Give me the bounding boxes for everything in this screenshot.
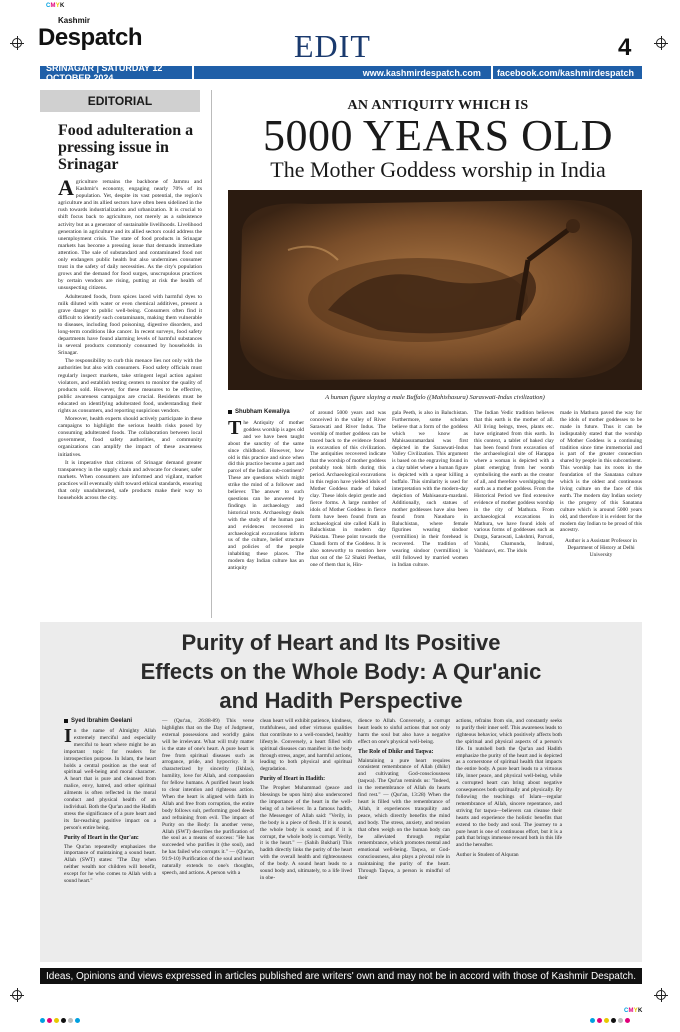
photo-caption: A human figure slaying a male Buffalo ((Mahishasura) Saraswati-Indus civilization): [325, 394, 545, 401]
header-info-bar: [40, 62, 642, 83]
masthead-kashmir: Kashmir: [58, 16, 91, 25]
bottom-col-4: dience to Allah. Conversely, a corrupt heart leads to sinful actions that not only harm the soul but also have a negative effect on one's physical well-being. The Role of Dhikr and Taqwa: Maintaining a pure heart requires consistent remembrance of Allah (dhikr) and cultivating God-consciousness (taqwa). The Qur'an reminds us: "Indeed, in the remembrance of Allah do hearts find rest." — (Qur'an, 13:28) When the heart is filled with the remembrance of Allah, it experiences tranquility and peace, which directly benefits the mind and body. The stress, anxiety, and tension that often weigh on the human body can be alleviated through regular remembrance, which promotes mental and emotional well-being. Taqwa, or God-consciousness, also plays a pivotal role in maintaining the purity of the heart. Through Taqwa, a person is mindful of their: [358, 718, 450, 881]
feature-col-5: made in Mathura paved the way for the idols of mother goddesses to be made in future. Thus it can be indisputably stated that the worship of Mother Goddess is a continuing tradition since time immemorial and is part of the greater connection shared by people in this subcontinent. This worship has its roots in the foundation of the Sanatana culture which is the oldest and continuous living culture on the face of this earth. The modern day Indian society is the progeny of this Sanatana culture which is around 5000 years old, and therefore it is evident for the modern day Indian to be proud of this ancestry. Author is a Assistant Professor in Department of History at Delhi University: [560, 410, 642, 559]
editorial-body: Agriculture remains the backbone of Jammu and Kashmir's economy, engaging nearly 70% of its population. Yet, despite its vast potential, the region's agriculture and its allied sectors have often been sidelined in the rush towards industrialization and urbanization. It is crucial to shift focus back to agriculture, not merely as a subsistence activity but as a generator of sustainable livelihoods. Livelihood generation in agriculture and its allied sectors could address the unemployment crisis. The state of food products in Srinagar markets has become a pressing issue that demands immediate attention. The sale of substandard and contaminated food not only endangers public health but also undermines consumer trust in the safety of daily necessities. As the city's population grows and the demand for food surges, unscrupulous practices by certain vendors are rising, putting at risk the health of unsuspecting citizens. Adulterated foods, from spices laced with harmful dyes to milk diluted with water or even chemical additives, present a grave danger to public well-being. Consumers often find it difficult to identify such contaminants, making them vulnerable to diseases, including food poisoning, digestive disorders, and long-term conditions like cancer. In recent surveys, food safety departments have found alarming levels of harmful substances in several products commonly consumed by households in Srinagar. The responsibility to curb this menace lies not only with the authorities but also with consumers. Food safety officials must regularly inspect markets, take stringent legal action against violators, and establish testing centers to monitor the quality of products sold. However, for these measures to be effective, public awareness campaigns are crucial. Residents must be educated on identifying adulterated food, understanding their rights as consumers, and reporting suspicious vendors. Moreover, health experts should actively participate in these campaigns to highlight the serious health risks posed by consuming adulterated foods. The collaboration between local government, food safety authorities, and community organizations can amplify the impact of these awareness initiatives. It is imperative that citizens of Srinagar demand greater transparency in the supply chain and advocate for cleaner, safer markets. When consumers are informed and vigilant, market practices will eventually shift toward ethical standards, ensuring that only unadulterated, safe products make their way to households across the city.: [58, 175, 202, 502]
bottom-headline-line1: Purity of Heart and Its Positive: [181, 630, 501, 655]
color-dots-right: [590, 1018, 630, 1023]
feature-subheadline: The Mother Goddess worship in India: [270, 157, 606, 182]
feature-col-1: The Antiquity of mother goddess worship is ages old and we have been taught about the sanctity of the same since childhood. However, how old is this practice and since when did this practice become a part and parcel of the Indian sub-continent? These are questions which might strike the mind of a follower and believer. The answer to such questions can be answered by findings in archaeology and historical texts. Archaeology deals with the study of the human past and evidences recovered in archaeological excavations inform us of the culture, belief structure and policies of the people inhabiting these places. The modern day Indian culture has an antiquity: [228, 417, 304, 572]
bottom-col-2: — (Qur'an, 26:88-89) This verse highlights that on the Day of Judgment, external possessions and worldly gains will be irrelevant. What will truly matter is the state of one's heart. A pure heart is free from spiritual diseases such as arrogance, pride, and hypocrisy. It is characterized by sincerity (Ikhlas), humility, love for Allah, and compassion for fellow humans. A purified heart leads to clear intention and righteous action. When the heart is aligned with faith in Allah and free from corruption, the entire body follows suit, performing good deeds and refraining from evil. The impact of Purity on the Body: In another verse, Allah (SWT) describes the purification of the soul as a means of success: "He has succeeded who purifies it (the soul), and he has failed who corrupts it." — (Qur'an, 91:9-10) Purification of the soul and heart naturally extends to one's thoughts, speech, and actions. A person with a: [162, 718, 254, 876]
feature-dropcap: T: [228, 417, 242, 439]
feature-byline: Shubham Kewaliya: [228, 409, 290, 415]
bottom-subhead-quran: Purity of Heart in the Qur'an:: [64, 834, 139, 841]
website-link[interactable]: www.kashmirdespatch.com: [362, 67, 481, 78]
facebook-link[interactable]: facebook.com/kashmirdespatch: [496, 67, 634, 78]
registration-mark-bottom-right: [656, 990, 666, 1000]
editorial-column: [40, 90, 212, 618]
registration-mark-bottom-left: [12, 990, 22, 1000]
masthead-logo[interactable]: Despatch: [38, 24, 143, 51]
feature-col-2: of around 5000 years and was conceived in the valley of River Saraswati and River Indus. The worship of mother goddess can be traced back to the evidence found in excavation of this civilization. The antiquities recovered indicate that the worship of mother goddess probably took birth during this period. Archaeological excavations in this region have yielded idols of Mother Goddess made of baked clay. These idols depict gentle and fierce forms. A large number of idols of Mother Goddess in fierce form have been found from an archaeological site called Kalli in Baluchistan in modern day Pakistan. These point towards the Chandi form of the Goddess. It is also noteworthy to mention here that out of the 52 Shakti Peethas, one of them that is, Hin-: [310, 410, 386, 568]
clay-tablet-image: [228, 190, 642, 390]
editorial-label: EDITORIAL: [40, 90, 200, 112]
registration-mark-right: [656, 38, 666, 48]
bottom-author-note: Author is Student of Alquran: [456, 852, 519, 859]
feature-photo: [228, 190, 642, 390]
dateline: SRINAGAR | SATURDAY 12 OCTOBER 2024: [40, 63, 194, 83]
registration-mark-left: [12, 38, 22, 48]
feature-headline: 5000 YEARS OLD: [262, 111, 614, 160]
bottom-headline-line3: and Hadith Perspective: [219, 688, 463, 713]
editorial-dropcap: A: [58, 175, 74, 200]
section-title: EDIT: [294, 28, 371, 64]
bottom-byline: Syed Ibrahim Geelani: [64, 718, 132, 724]
bottom-col-3: clean heart will exhibit patience, kindness, truthfulness, and other virtuous qualities that contribute to a well-rounded, healthy lifestyle. Conversely, a heart filled with spiritual diseases can manifest in the body through stress, anger, and harmful actions, leading to both physical and spiritual degradation. Purity of Heart in Hadith: The Prophet Muhammad (peace and blessings be upon him) also underscored the importance of the heart in the well-being of a believer. In a famous hadith, the Messenger of Allah said: "Verily, in the body is a piece of flesh. If it is sound, the whole body is sound; and if it is corrupt, the whole body is corrupt. Verily, it is the heart." — (Sahih Bukhari) This hadith directly links the purity of the heart with the overall health and righteousness of the body. A sound heart leads to a sound body and, ultimately, to a life lived in obe-: [260, 718, 352, 881]
color-dots-left: [40, 1018, 80, 1023]
feature-author-note: Author is a Assistant Professor in Department of History at Delhi University: [564, 538, 638, 559]
cmyk-label-bottom: CMYK: [624, 1008, 643, 1014]
bottom-subhead-dhikr: The Role of Dhikr and Taqwa:: [358, 748, 434, 755]
bottom-dropcap: I: [64, 725, 72, 747]
bottom-col-1: In the name of Almighty Allah extremely merciful and especially merciful to heart where might be an important topic for readers for introspection purpose. In Islam, the heart holds a central position as the seat of spiritual well-being and moral character. A heart that is pure and cleansed from malice, envy, hatred, and other spiritual ailments is often reflected in the moral conduct and physical health of an individual. Both the Qur'an and the Hadith stress the significance of a pure heart and its far-reaching positive impact on a person's entire being. Purity of Heart in the Qur'an: The Qur'an repeatedly emphasizes the importance of maintaining a sound heart. Allah (SWT) states: "The Day when neither wealth nor children will benefit, except for he who comes to Allah with a sound heart.": [64, 725, 156, 885]
page-number: 4: [618, 34, 632, 61]
feature-col-3: gala Peeth, is also in Baluchistan. Furthermore, some scholars believe that a form of the goddess which we know as Mahisasuramardani was first depicted in the Saraswati-Indus Valley Civilization. This argument is based on the engraving found in a clay tablet where a human figure is depicted with a spear killing a buffalo. This similarity is used for interpretation with the modern-day depiction of Mahisasura-mardani. Additionally, such statues of mother goddesses have also been found from Nausharo in Baluchistan, where female figurines wearing sindoor (vermillion) in their forehead is recovered. The tradition of wearing sindoor (vermillion) is still followed by married women in Indian culture.: [392, 410, 468, 568]
bottom-subhead-hadith: Purity of Heart in Hadith:: [260, 776, 326, 783]
feature-kicker: AN ANTIQUITY WHICH IS: [347, 98, 529, 113]
bottom-col-5: actions, refrains from sin, and constantly seeks to purify their inner self. This awareness leads to righteous behavior, which positively affects both the spiritual and physical aspects of a person's life. In nutshell both the Qur'an and Hadith emphasize the purity of the heart and is depicted as a cornerstone of spiritual health that impacts the entire body. A pure heart leads to a virtuous life, inner peace, and physical well-being, while a corrupted heart can bring about negative consequences both spiritually and physically. By following the teachings of Islam—regular remembrance of Allah, sincere repentance, and striving for taqwa—believers can cleanse their hearts and experience the holistic benefits that extend to the body and soul. The journey to a pure heart is one of continuous effort, but it is a path that brings immense reward both in this life and the hereafter. Author is Student of Alquran: [456, 718, 562, 859]
footer-disclaimer: Ideas, Opinions and views expressed in articles published are writers' own and may not be in accord with those of Kashmir Despatch.: [46, 970, 636, 982]
cmyk-label-top: CMYK: [46, 3, 65, 9]
bottom-headline-line2: Effects on the Whole Body: A Qur'anic: [140, 659, 542, 684]
feature-col-4: The Indian Vedic tradition believes that this earth is the mother of all. All living beings, trees, plants etc. have originated from this earth. In this context, a tablet of baked clay has been found from excavation of the archaeological site of Harappa where a woman is depicted with a plant emerging from her womb symbolising the earth as the creator of all, and therefore worshipping the earth as a mother goddess. From the Historical Period we find extensive evidence of mother goddess worship in the city of Mathura. From archaeological excavations in Mathura, we have found idols of various forms of goddesses such as Durga, Saraswati, Lakshmi, Parvati, Varahi, Chamunda, Indrani, Vaishnavi, etc. The idols: [474, 410, 554, 555]
editorial-headline: Food adulteration a pressing issue in Srinagar: [58, 122, 194, 173]
footer-disclaimer-bar: [40, 968, 642, 984]
